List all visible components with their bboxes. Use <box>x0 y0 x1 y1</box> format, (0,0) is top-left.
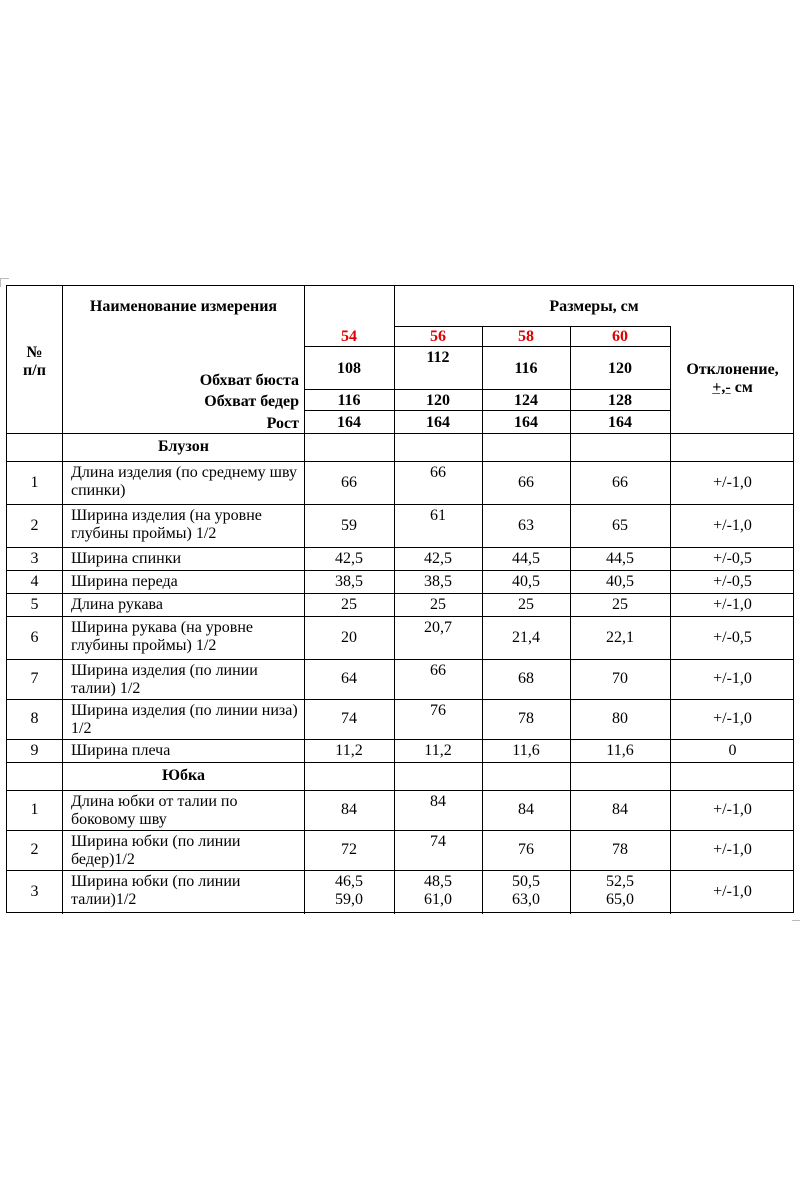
row-line <box>7 547 793 548</box>
row-number: 7 <box>30 670 39 687</box>
section-title: Блузон <box>158 438 209 455</box>
row-line <box>7 762 793 763</box>
size-value: 20,7 <box>424 619 452 636</box>
size-value: 25 <box>430 596 446 613</box>
bust-value: 108 <box>337 360 361 377</box>
size-value: 84 <box>518 801 534 818</box>
measurement-name: Ширина изделия (по линии низа) 1/2 <box>71 702 298 737</box>
size-value: 20 <box>341 629 357 646</box>
size-value: 76 <box>518 841 534 858</box>
row-line <box>7 570 793 571</box>
size-value: 21,4 <box>512 629 540 646</box>
deviation-label: Отклонение, <box>686 361 779 378</box>
row-number: 4 <box>30 573 39 590</box>
size-value: 25 <box>612 596 628 613</box>
row-number: 1 <box>30 801 39 818</box>
size-value: 66 <box>430 662 446 679</box>
size-value: 44,5 <box>512 550 540 567</box>
size-value: 63 <box>518 517 534 534</box>
hips-label: Обхват бедер <box>204 393 299 410</box>
size-value: 78 <box>518 710 534 727</box>
size-value: 11,2 <box>424 742 452 759</box>
size-value: 50,5 63,0 <box>512 873 540 908</box>
row-line <box>7 504 793 505</box>
header-bottom-line <box>7 433 793 434</box>
deviation-value: +/-1,0 <box>713 801 752 818</box>
size-value: 74 <box>341 710 357 727</box>
measurement-name: Длина изделия (по среднему шву спинки) <box>71 464 298 499</box>
measurement-name: Ширина юбки (по линии талии)1/2 <box>71 873 241 908</box>
bust-label: Обхват бюста <box>199 372 299 389</box>
row-line <box>7 790 793 791</box>
row-number: 2 <box>30 517 39 534</box>
size-value: 59 <box>341 517 357 534</box>
size-number: 54 <box>341 328 357 345</box>
size-value: 76 <box>430 702 446 719</box>
measurement-name: Ширина изделия (по линии талии) 1/2 <box>71 662 258 697</box>
size-value: 42,5 <box>335 550 363 567</box>
size-value: 68 <box>518 670 534 687</box>
row-line <box>7 461 793 462</box>
measurement-name: Ширина рукава (на уровне глубины проймы) 1/2 <box>71 619 254 654</box>
row-line <box>7 593 793 594</box>
size-value: 22,1 <box>606 629 634 646</box>
size-chart-table <box>6 285 794 913</box>
size-number: 58 <box>518 328 534 345</box>
row-number: 3 <box>30 883 39 900</box>
page-corner-mark <box>0 278 9 287</box>
hips-value: 116 <box>337 392 361 409</box>
deviation-value: +/-1,0 <box>713 883 752 900</box>
size-value: 52,5 65,0 <box>606 873 634 908</box>
size-value: 74 <box>430 833 446 850</box>
row-number: 6 <box>30 629 39 646</box>
row-line <box>7 870 793 871</box>
size-value: 44,5 <box>606 550 634 567</box>
size-value: 84 <box>341 801 357 818</box>
size-value: 11,6 <box>606 742 634 759</box>
number-col-header <box>7 344 62 380</box>
row-number: 9 <box>30 742 39 759</box>
row-number: 2 <box>30 841 39 858</box>
size-value: 25 <box>341 596 357 613</box>
deviation-value: 0 <box>728 742 737 759</box>
row-line <box>7 659 793 660</box>
size-value: 84 <box>612 801 628 818</box>
size-value: 66 <box>518 474 534 491</box>
size-value: 25 <box>518 596 534 613</box>
deviation-sign: +,- <box>712 379 731 396</box>
size-value: 65 <box>612 517 628 534</box>
deviation-value: +/-1,0 <box>713 596 752 613</box>
bust-value: 116 <box>514 360 538 377</box>
deviation-value: +/-1,0 <box>713 474 752 491</box>
sizes-title: Размеры, см <box>549 298 639 315</box>
size-value: 80 <box>612 710 628 727</box>
size-value: 72 <box>341 841 357 858</box>
size-value: 66 <box>612 474 628 491</box>
bust-value: 120 <box>608 360 632 377</box>
measurement-name: Ширина переда <box>71 573 178 590</box>
hips-value: 120 <box>426 392 450 409</box>
row-line <box>7 616 793 617</box>
size-value: 38,5 <box>424 573 452 590</box>
measurement-name: Длина юбки от талии по боковому шву <box>71 793 238 828</box>
measurement-name: Ширина плеча <box>71 742 171 759</box>
deviation-value: +/-1,0 <box>713 517 752 534</box>
deviation-value: +/-1,0 <box>713 710 752 727</box>
height-value: 164 <box>426 414 450 431</box>
size-value: 78 <box>612 841 628 858</box>
bust-value: 112 <box>426 349 450 366</box>
deviation-value: +/-1,0 <box>713 841 752 858</box>
size-value: 42,5 <box>424 550 452 567</box>
size-number: 56 <box>430 328 446 345</box>
row-line <box>7 699 793 700</box>
deviation-unit <box>671 379 794 397</box>
size-value: 66 <box>430 464 446 481</box>
size-number: 60 <box>612 328 628 345</box>
size-value: 11,2 <box>335 742 363 759</box>
measurement-name: Ширина изделия (на уровне глубины проймы) 1/2 <box>71 507 262 542</box>
row-number: 5 <box>30 596 39 613</box>
measure-name-header: Наименование измерения <box>89 298 278 315</box>
deviation-value: +/-0,5 <box>713 629 752 646</box>
number-col-label: № п/п <box>23 344 46 379</box>
deviation-cm: см <box>734 379 753 396</box>
size-value: 84 <box>430 793 446 810</box>
size-value: 64 <box>341 670 357 687</box>
size-value: 40,5 <box>512 573 540 590</box>
page-corner-mark <box>792 912 800 921</box>
sizes-row-line <box>394 326 670 327</box>
size-value: 40,5 <box>606 573 634 590</box>
section-title: Юбка <box>162 767 205 784</box>
measurement-name: Ширина юбки (по линии бедер)1/2 <box>71 833 241 868</box>
size-value: 11,6 <box>512 742 540 759</box>
row-number: 3 <box>30 550 39 567</box>
size-value: 61 <box>430 507 446 524</box>
size-value: 38,5 <box>335 573 363 590</box>
deviation-header <box>671 361 794 397</box>
hips-value: 124 <box>514 392 538 409</box>
height-value: 164 <box>608 414 632 431</box>
row-number: 1 <box>30 474 39 491</box>
height-label: Рост <box>266 415 299 432</box>
hips-value: 128 <box>608 392 632 409</box>
row-line <box>7 830 793 831</box>
measurement-name: Ширина спинки <box>71 550 182 567</box>
deviation-value: +/-0,5 <box>713 573 752 590</box>
size-value: 48,5 61,0 <box>424 873 452 908</box>
deviation-value: +/-0,5 <box>713 550 752 567</box>
row-line <box>7 739 793 740</box>
deviation-value: +/-1,0 <box>713 670 752 687</box>
row-number: 8 <box>30 710 39 727</box>
measurement-name: Длина рукава <box>71 596 163 613</box>
height-value: 164 <box>514 414 538 431</box>
size-value: 66 <box>341 474 357 491</box>
size-value: 46,5 59,0 <box>335 873 363 908</box>
height-value: 164 <box>337 414 361 431</box>
size-value: 70 <box>612 670 628 687</box>
